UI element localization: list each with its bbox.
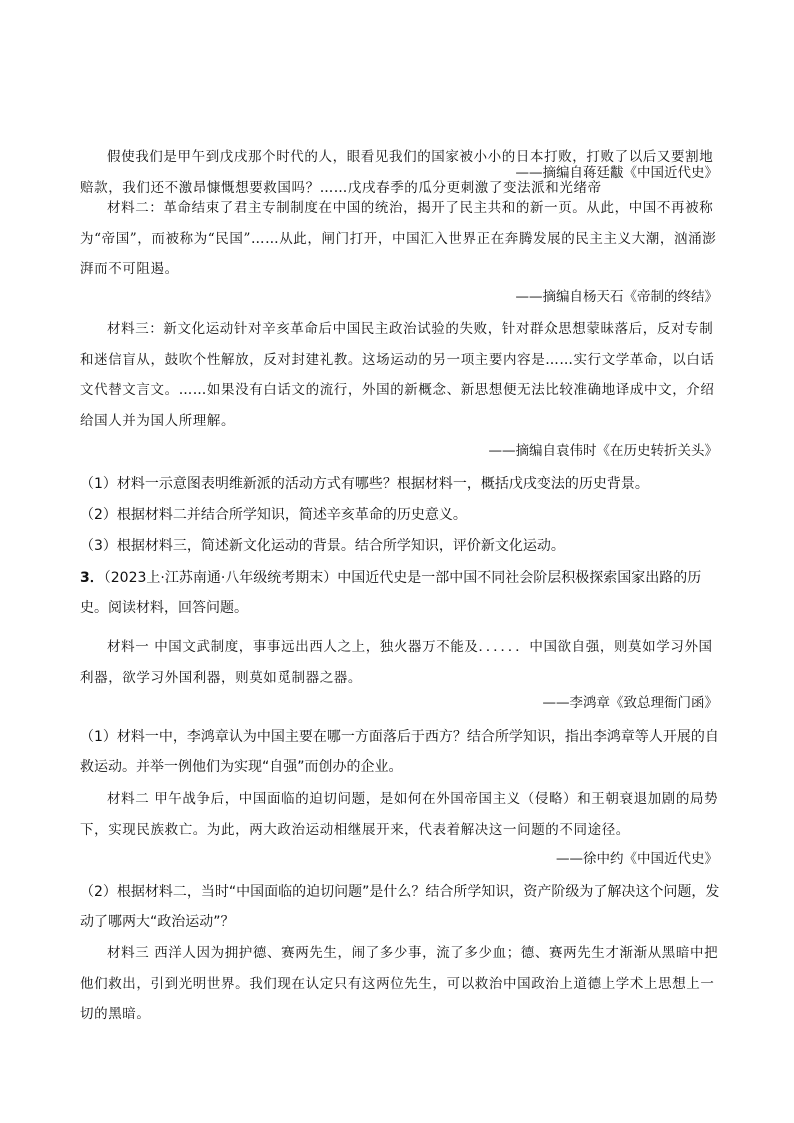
question-2-1: （1）材料一示意图表明维新派的活动方式有哪些？根据材料一，概括戊戌变法的历史背景。 — [80, 476, 649, 492]
material-one-paragraph: 假使我们是甲午到戊戌那个时代的人，眼看见我们的国家被小小的日本打败，打败了以后又要割地赔款，我们还不激昂慷慨想要救国吗？……戊戌春季的瓜分更刺激了变法派和光绪帝 — [80, 149, 714, 196]
material-one-source: ——摘编自蒋廷黻《中国近代史》 — [515, 165, 718, 181]
q3-material-two: 材料二 甲午战争后，中国面临的迫切问题，是如何在外国帝国主义（侵略）和王朝衰退加剧的局势下，实现民族救亡。为此，两大政治运动相继展开来，代表着解决这一问题的不同途径。 — [80, 791, 719, 838]
material-three-source: ——摘编自袁伟时《在历史转折关头》 — [488, 443, 718, 459]
q3-question-1: （1）材料一中，李鸿章认为中国主要在哪一方面落后于西方？结合所学知识，指出李鸿章等人开展的自救运动。并举一例他们为实现“自强”而创办的企业。 — [80, 729, 719, 775]
q3-material-three: 材料三 西洋人因为拥护德、赛两先生，闹了多少事，流了多少血；德、赛两先生才渐渐从黑暗中把他们救出，引到光明世界。我们现在认定只有这两位先生，可以救治中国政治上道德上学术上思想上一切的黑暗。 — [80, 945, 719, 1022]
question-3-meta: （2023上·江苏南通·八年级统考期末） — [103, 570, 338, 586]
question-2-2: （2）根据材料二并结合所学知识，简述辛亥革命的历史意义。 — [80, 507, 467, 523]
q3-material-one: 材料一 中国文武制度，事事远出西人之上，独火器万不能及．．．．．．中国欲自强，则莫如学习外国利器，欲学习外国利器，则莫如觅制器之器。 — [80, 639, 713, 686]
question-2-3: （3）根据材料三，简述新文化运动的背景。结合所学知识，评价新文化运动。 — [80, 538, 565, 554]
question-3-number: 3． — [80, 570, 104, 586]
material-two-source: ——摘编自杨天石《帝制的终结》 — [515, 289, 718, 305]
q3-question-2: （2）根据材料二，当时“中国面临的迫切问题”是什么？结合所学知识，资产阶级为了解决这个问题，发动了哪两大“政治运动”？ — [80, 884, 720, 930]
material-two-paragraph: 材料二：革命结束了君主专制制度在中国的统治，揭开了民主共和的新一页。从此，中国不再被称为“帝国”，而被称为“民国”……从此，闸门打开，中国汇入世界正在奔腾发展的民主主义大潮，汹涌澎湃而不可阻遏。 — [80, 200, 717, 277]
material-three-paragraph: 材料三：新文化运动针对辛亥革命后中国民主政治试验的失败，针对群众思想蒙昧落后，反对专制和迷信盲从，鼓吹个性解放，反对封建礼教。这场运动的另一项主要内容是……实行文学革命，以白话文代替文言文。……如果没有白话文的流行，外国的新概念、新思想便无法比较准确地译成中文，介绍给国人并为国人所理解。 — [80, 321, 715, 429]
question-3-stem-text: 中国近代史是一部中国不同社会阶层积极探索国家出路的历史。阅读材料，回答问题。 — [80, 570, 702, 616]
question-3-stem — [80, 563, 726, 623]
q3-material-two-source: ——徐中约《中国近代史》 — [556, 851, 718, 867]
q3-material-one-source: ——李鸿章《致总理衙门函》 — [542, 695, 718, 711]
